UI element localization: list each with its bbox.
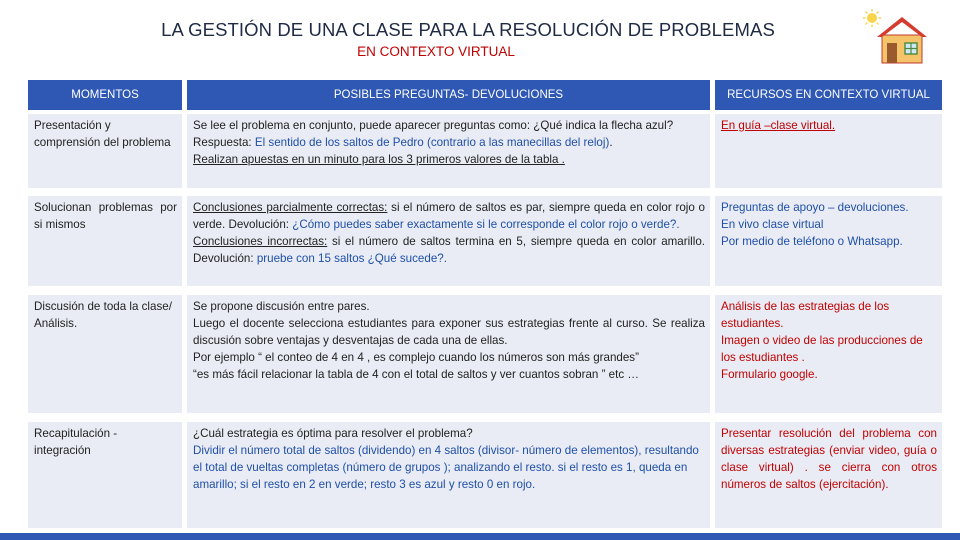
text-fragment-highlight: ¿Cómo puedes saber exactamente si le corresponde el color rojo o verde?.: [292, 218, 680, 231]
column-header-preguntas: POSIBLES PREGUNTAS- DEVOLUCIONES: [187, 80, 710, 110]
text-fragment: si el número de saltos termina en 5, siempre queda en color amarillo. Devolución:: [193, 235, 706, 265]
cell-momento: Solucionan problemas por si mismos: [28, 196, 182, 286]
cell-recursos: Presentar resolución del problema con diversas estrategias (enviar video, guía o clase virtual) . se cierra con otros números de saltos (ejercitación).: [715, 422, 942, 528]
text-fragment-underlined: Conclusiones incorrectas:: [193, 235, 328, 248]
cell-preguntas: [187, 422, 710, 528]
cell-preguntas: [187, 295, 710, 413]
cell-preguntas: [187, 114, 710, 188]
cell-momento: Discusión de toda la clase/ Análisis.: [28, 295, 182, 413]
text-fragment-highlight: pruebe con 15 saltos ¿Qué sucede?.: [256, 252, 447, 265]
resource-link[interactable]: En guía –clase virtual.: [721, 119, 836, 132]
text-line: En vivo clase virtual: [721, 218, 824, 231]
text-line: Se lee el problema en conjunto, puede aparecer preguntas como: ¿Qué indica la flecha azul?: [193, 119, 674, 132]
text-line: Luego el docente selecciona estudiantes para exponer sus estrategias frente al curso. Se realiza discusión sobre ventajas y desventajas de cada una de ellas.: [193, 317, 705, 347]
cell-momento: Presentación y comprensión del problema: [28, 114, 182, 188]
text-line: Preguntas de apoyo – devoluciones.: [721, 201, 909, 214]
text-fragment: Respuesta:: [193, 136, 255, 149]
text-line: “es más fácil relacionar la tabla de 4 con el total de saltos y ver cuantos sobran ” etc …: [193, 368, 639, 381]
cell-recursos: [715, 295, 942, 413]
text-fragment-underlined: Conclusiones parcialmente correctas:: [193, 201, 388, 214]
page-title: LA GESTIÓN DE UNA CLASE PARA LA RESOLUCIÓN DE PROBLEMAS: [161, 19, 775, 40]
cell-momento: Recapitulación - integración: [28, 422, 182, 528]
text-fragment: si el número de saltos es par, siempre queda en color rojo o verde. Devolución:: [193, 201, 706, 231]
text-line: Por medio de teléfono o Whatsapp.: [721, 235, 903, 248]
column-header-momentos: MOMENTOS: [28, 80, 182, 110]
text-line: Análisis de las estrategias de los estudiantes.: [721, 300, 890, 330]
text-line: Por ejemplo “ el conteo de 4 en 4 , es complejo cuando los números son más grandes”: [193, 351, 639, 364]
text-line-underlined: Realizan apuestas en un minuto para los 3 primeros valores de la tabla .: [193, 153, 565, 166]
page-subtitle: EN CONTEXTO VIRTUAL: [357, 44, 515, 59]
text-line: ¿Cuál estrategia es óptima para resolver el problema?: [193, 427, 473, 440]
house-icon: [860, 8, 932, 66]
sun-icon: [863, 9, 881, 27]
text-line: Se propone discusión entre pares.: [193, 300, 370, 313]
cell-recursos: [715, 114, 942, 188]
text-line: Formulario google.: [721, 368, 818, 381]
footer-bar: [0, 533, 960, 540]
text-line: Imagen o video de las producciones de los estudiantes .: [721, 334, 923, 364]
cell-preguntas: [187, 196, 710, 286]
column-header-recursos: RECURSOS EN CONTEXTO VIRTUAL: [715, 80, 942, 110]
text-fragment-highlight: El sentido de los saltos de Pedro (contrario a las manecillas del reloj): [254, 136, 610, 149]
text-line-highlight: Dividir el número total de saltos (dividendo) en 4 saltos (divisor- número de elementos), resultando el total de vueltas completas (número de grupos ); analizando el resto. si el resto es 1, queda en amarillo; si el resto en 2 en verde; resto 3 es azul y resto 0 en rojo.: [193, 444, 699, 491]
text-fragment: .: [609, 136, 613, 149]
cell-recursos: [715, 196, 942, 286]
